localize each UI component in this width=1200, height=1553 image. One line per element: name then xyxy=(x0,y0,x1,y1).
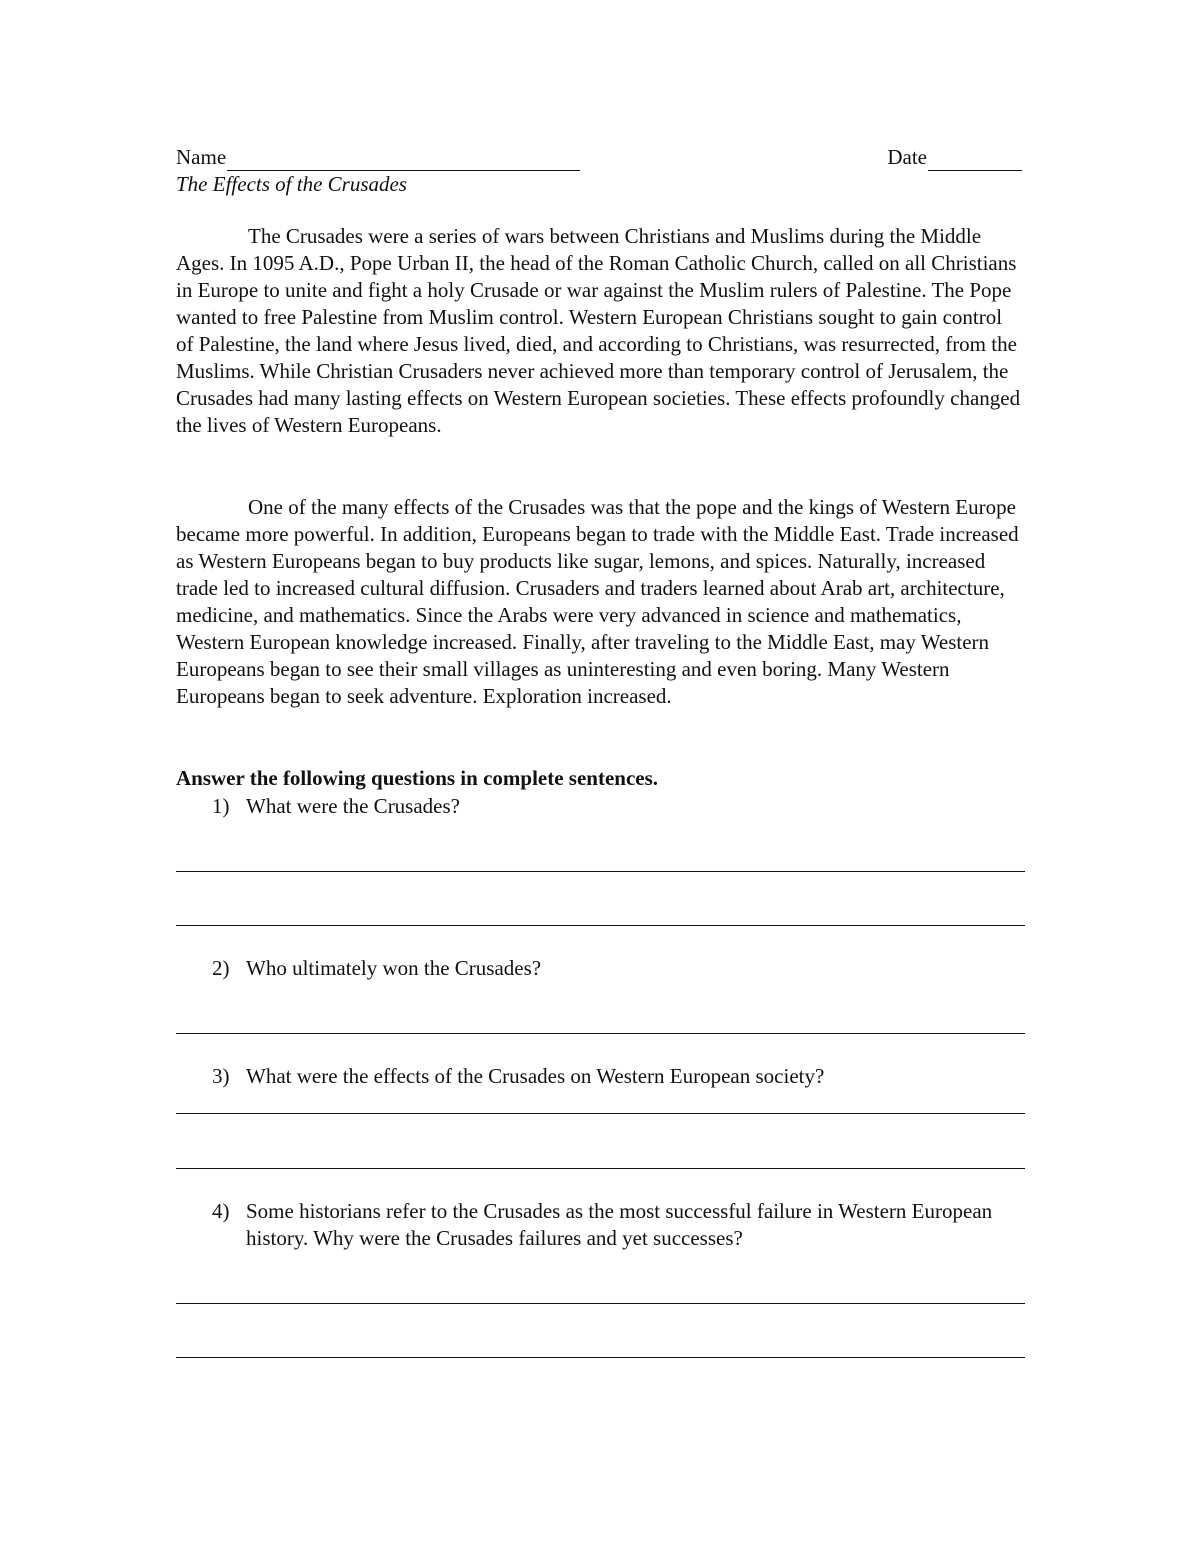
name-label: Name xyxy=(176,145,227,169)
question-text: What were the effects of the Crusades on Western European society? xyxy=(246,1064,825,1088)
question-4 xyxy=(176,1198,1022,1252)
question-number: 1) xyxy=(212,794,230,818)
document-title: The Effects of the Crusades xyxy=(176,172,407,196)
paragraph-effects: One of the many effects of the Crusades was that the pope and the kings of Western Europe became more powerful. In addition, Europeans began to trade with the Middle East. Trade increased as Western Europeans began to buy products like sugar, lemons, and spices. Naturally, increased trade led to increased cultural diffusion. Crusaders and traders learned about Arab art, architecture, medicine, and mathematics. Since the Arabs were very advanced in science and mathematics, Western European knowledge increased. Finally, after traveling to the Middle East, may Western Europeans began to see their small villages as uninteresting and even boring. Many Western Europeans began to seek adventure. Exploration increased. xyxy=(176,495,1019,708)
answer-line-2a[interactable] xyxy=(176,1033,1025,1034)
answer-line-3b[interactable] xyxy=(176,1168,1025,1169)
question-1 xyxy=(176,793,1022,820)
question-2 xyxy=(176,955,1022,982)
date-blank-line[interactable] xyxy=(928,148,1022,171)
header-row xyxy=(176,143,1022,171)
name-field[interactable] xyxy=(176,143,580,171)
date-label: Date xyxy=(887,145,927,169)
answer-line-1a[interactable] xyxy=(176,871,1025,872)
answer-line-1b[interactable] xyxy=(176,925,1025,926)
question-3 xyxy=(176,1063,1022,1090)
answer-line-3a[interactable] xyxy=(176,1113,1025,1114)
question-text: Some historians refer to the Crusades as the most successful failure in Western European history. Why were the Crusades failures and yet successes? xyxy=(246,1199,993,1250)
question-text: What were the Crusades? xyxy=(246,794,460,818)
question-text: Who ultimately won the Crusades? xyxy=(246,956,542,980)
question-number: 3) xyxy=(212,1064,230,1088)
instructions-heading: Answer the following questions in complete sentences. xyxy=(176,766,659,790)
paragraph-intro: The Crusades were a series of wars between Christians and Muslims during the Middle Ages. In 1095 A.D., Pope Urban II, the head of the Roman Catholic Church, called on all Christians in Europe to unite and fight a holy Crusade or war against the Muslim rulers of Palestine. The Pope wanted to free Palestine from Muslim control. Western European Christians sought to gain control of Palestine, the land where Jesus lived, died, and according to Christians, was resurrected, from the Muslims. While Christian Crusaders never achieved more than temporary control of Jerusalem, the Crusades had many lasting effects on Western European societies. These effects profoundly changed the lives of Western Europeans. xyxy=(176,224,1021,437)
answer-line-4a[interactable] xyxy=(176,1303,1025,1304)
question-number: 2) xyxy=(212,956,230,980)
question-number: 4) xyxy=(212,1199,230,1223)
date-field[interactable] xyxy=(887,143,1022,171)
answer-line-4b[interactable] xyxy=(176,1357,1025,1358)
name-blank-line[interactable] xyxy=(227,148,580,171)
